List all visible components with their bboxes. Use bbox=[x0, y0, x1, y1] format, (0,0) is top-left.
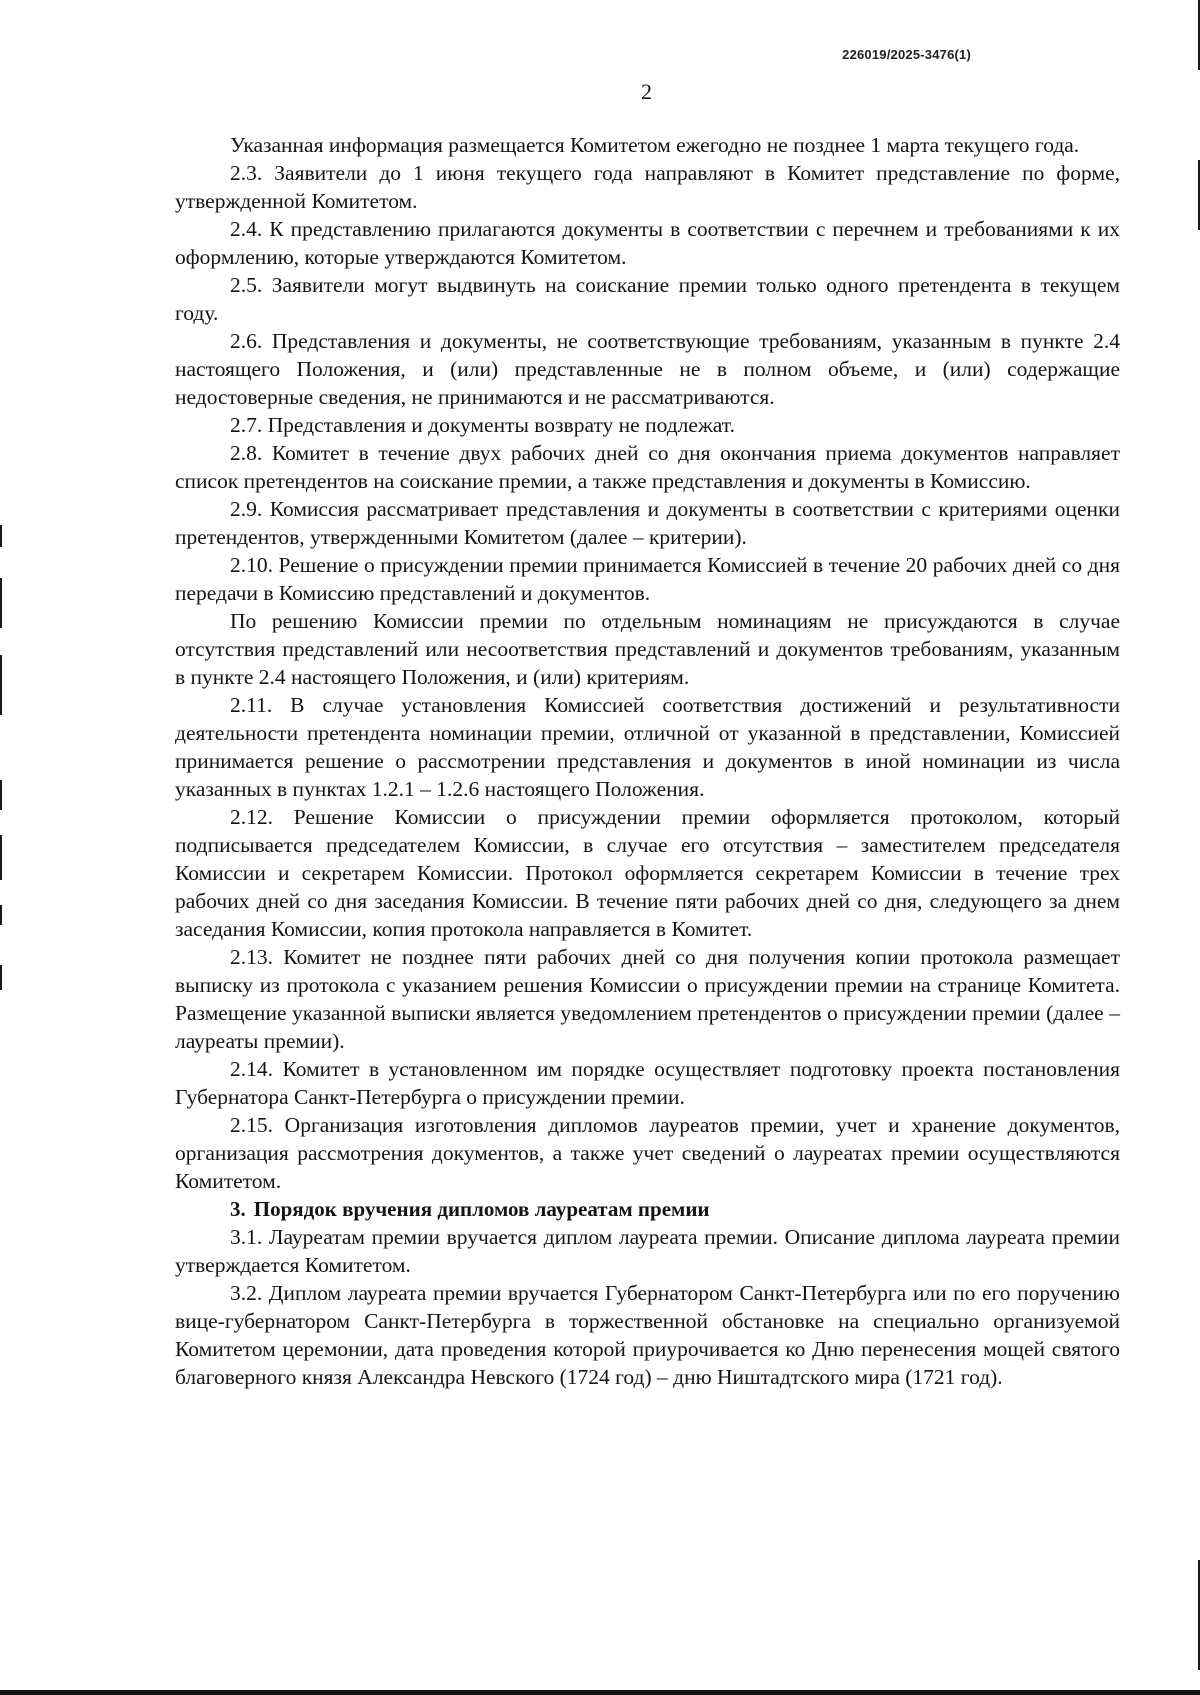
scan-edge-mark bbox=[0, 965, 2, 990]
paragraph-2-14: 2.14. Комитет в установленном им порядке осуществляет подготовку проекта постановления Губернатора Санкт-Петербурга о присуждении премии. bbox=[175, 1057, 1120, 1109]
document-body bbox=[175, 131, 1120, 1391]
scan-edge-mark bbox=[0, 578, 2, 628]
paragraph-2-9: 2.9. Комиссия рассматривает представления и документы в соответствии с критериями оценки претендентов, утвержденными Комитетом (далее – критерии). bbox=[175, 497, 1120, 549]
paragraph-2-6: 2.6. Представления и документы, не соответствующие требованиям, указанным в пункте 2.4 настоящего Положения, и (или) представленные не в полном объеме, и (или) содержащие недостоверные сведения, не принимаются и не рассматриваются. bbox=[175, 329, 1120, 409]
scan-bottom-edge bbox=[0, 1690, 1200, 1695]
paragraph-2-4: 2.4. К представлению прилагаются документы в соответствии с перечнем и требованиями к их оформлению, которые утверждаются Комитетом. bbox=[175, 217, 1120, 269]
section-3-heading bbox=[175, 1195, 1120, 1223]
scan-edge-mark bbox=[0, 835, 2, 880]
paragraph-2-11: 2.11. В случае установления Комиссией соответствия достижений и результативности деятельности претендента номинации премии, отличной от указанной в представлении, Комиссией принимается решение о рассмотрении представления и документов в иной номинации из числа указанных в пунктах 1.2.1 – 1.2.6 настоящего Положения. bbox=[175, 693, 1120, 801]
page-number: 2 bbox=[641, 79, 652, 104]
section-3-title: Порядок вручения дипломов лауреатам премии bbox=[253, 1197, 710, 1221]
paragraph-2-10-continued: По решению Комиссии премии по отдельным номинациям не присуждаются в случае отсутствия представлений или несоответствия представлений и документов требованиям, указанным в пункте 2.4 настоящего Положения, и (или) критериям. bbox=[175, 609, 1120, 689]
paragraph-2-7: 2.7. Представления и документы возврату не подлежат. bbox=[230, 413, 735, 437]
scan-edge-mark bbox=[0, 780, 2, 810]
paragraph-2-13: 2.13. Комитет не позднее пяти рабочих дней со дня получения копии протокола размещает выписку из протокола с указанием решения Комиссии о присуждении премии на странице Комитета. Размещение указанной выписки является уведомлением претендентов о присуждении премии (далее – лауреаты премии). bbox=[175, 945, 1120, 1053]
paragraph-2-8: 2.8. Комитет в течение двух рабочих дней со дня окончания приема документов направляет список претендентов на соискание премии, а также представления и документы в Комиссию. bbox=[175, 441, 1120, 493]
paragraph-2-3: 2.3. Заявители до 1 июня текущего года направляют в Комитет представление по форме, утвержденной Комитетом. bbox=[175, 161, 1120, 213]
scan-edge-mark bbox=[0, 525, 2, 547]
paragraph-3-1: 3.1. Лауреатам премии вручается диплом лауреата премии. Описание диплома лауреата премии утверждается Комитетом. bbox=[175, 1225, 1120, 1277]
section-3-number: 3. bbox=[230, 1197, 246, 1221]
paragraph-info-placement: Указанная информация размещается Комитетом ежегодно не позднее 1 марта текущего года. bbox=[230, 133, 1080, 157]
scan-edge-mark bbox=[0, 905, 2, 925]
document-registration-number: 226019/2025-3476(1) bbox=[842, 47, 971, 62]
scan-edge-mark bbox=[0, 655, 2, 715]
paragraph-2-12: 2.12. Решение Комиссии о присуждении премии оформляется протоколом, который подписывается председателем Комиссии, в случае его отсутствия – заместителем председателя Комиссии и секретарем Комиссии. Протокол оформляется секретарем Комиссии в течение трех рабочих дней со дня заседания Комиссии. В течение пяти рабочих дней со дня, следующего за днем заседания Комиссии, копия протокола направляется в Комитет. bbox=[175, 805, 1120, 941]
paragraph-2-10: 2.10. Решение о присуждении премии принимается Комиссией в течение 20 рабочих дней со дня передачи в Комиссию представлений и документов. bbox=[175, 553, 1120, 605]
paragraph-2-5: 2.5. Заявители могут выдвинуть на соискание премии только одного претендента в текущем году. bbox=[175, 273, 1120, 325]
paragraph-2-15: 2.15. Организация изготовления дипломов лауреатов премии, учет и хранение документов, организация рассмотрения документов, а также учет сведений о лауреатах премии осуществляются Комитетом. bbox=[175, 1113, 1120, 1193]
paragraph-3-2: 3.2. Диплом лауреата премии вручается Губернатором Санкт-Петербурга или по его поручению вице-губернатором Санкт-Петербурга в торжественной обстановке на специально организуемой Комитетом церемонии, дата проведения которой приурочивается ко Дню перенесения мощей святого благоверного князя Александра Невского (1724 год) – дню Ништадтского мира (1721 год). bbox=[175, 1281, 1120, 1389]
